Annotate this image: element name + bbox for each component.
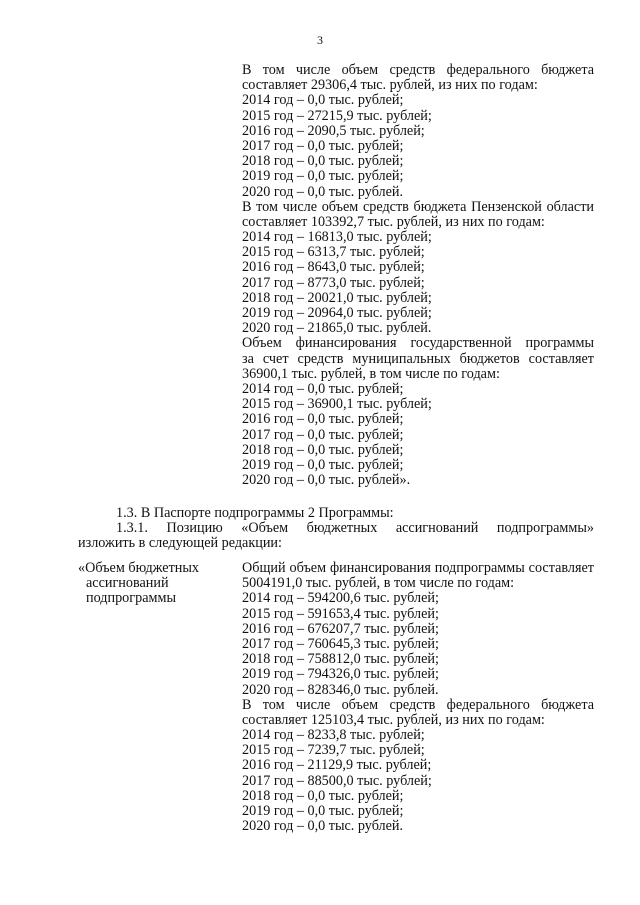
municipal-year-line: 2016 год – 0,0 тыс. рублей; — [242, 411, 404, 428]
regional-intro-line: В том числе объем средств бюджета Пензенской области — [242, 198, 594, 215]
municipal-intro-line: Объем финансирования государственной программы — [242, 335, 594, 352]
total-year-line: 2015 год – 591653,4 тыс. рублей; — [242, 605, 439, 622]
position-label-line: ассигнований — [86, 575, 169, 592]
federal-year-line: 2018 год – 0,0 тыс. рублей; — [242, 153, 404, 170]
position-label-line: подпрограммы — [86, 590, 176, 607]
section-item-line: 1.3.1. Позицию «Объем бюджетных ассигнований подпрограммы» — [116, 520, 594, 537]
total-intro-line: Общий объем финансирования подпрограммы составляет — [242, 560, 594, 576]
total-year-line: 2020 год – 828346,0 тыс. рублей. — [242, 681, 439, 698]
regional-year-line: 2019 год – 20964,0 тыс. рублей; — [242, 305, 432, 321]
funding-continuation-block — [242, 63, 594, 488]
total-intro-line: 5004191,0 тыс. рублей, в том числе по годам: — [242, 575, 515, 592]
position-label — [78, 561, 238, 607]
federal-year-line: 2019 год – 0,0 тыс. рублей; — [242, 168, 404, 185]
federal-year-line: 2015 год – 7239,7 тыс. рублей; — [242, 742, 425, 759]
section-block — [78, 506, 594, 552]
municipal-year-line: 2017 год – 0,0 тыс. рублей; — [242, 426, 404, 443]
regional-intro-line: составляет 103392,7 тыс. рублей, из них по годам: — [242, 213, 545, 230]
section-heading: 1.3. В Паспорте подпрограммы 2 Программы: — [116, 505, 394, 521]
regional-year-line: 2016 год – 8643,0 тыс. рублей; — [242, 259, 425, 276]
new-wording-block — [242, 561, 594, 834]
federal-year-line: 2017 год – 88500,0 тыс. рублей; — [242, 772, 432, 789]
federal-year-line: 2014 год – 8233,8 тыс. рублей; — [242, 727, 425, 744]
federal-year-line: 2019 год – 0,0 тыс. рублей; — [242, 803, 404, 819]
section-item-line: изложить в следующей редакции: — [78, 535, 282, 552]
municipal-year-line: 2015 год – 36900,1 тыс. рублей; — [242, 396, 432, 413]
total-year-line: 2018 год – 758812,0 тыс. рублей; — [242, 651, 439, 668]
total-year-line: 2019 год – 794326,0 тыс. рублей; — [242, 666, 439, 683]
regional-year-line: 2017 год – 8773,0 тыс. рублей; — [242, 274, 425, 291]
federal-intro-line: составляет 125103,4 тыс. рублей, из них по годам: — [242, 711, 545, 728]
federal-year-line: 2014 год – 0,0 тыс. рублей; — [242, 92, 404, 109]
federal-year-line: 2016 год – 21129,9 тыс. рублей; — [242, 757, 432, 774]
federal-year-line: 2016 год – 2090,5 тыс. рублей; — [242, 122, 425, 139]
regional-year-line: 2018 год – 20021,0 тыс. рублей; — [242, 289, 432, 306]
federal-year-line: 2017 год – 0,0 тыс. рублей; — [242, 137, 404, 154]
total-year-line: 2016 год – 676207,7 тыс. рублей; — [242, 620, 439, 637]
federal-year-line: 2020 год – 0,0 тыс. рублей. — [242, 183, 404, 200]
municipal-intro-line: за счет средств муниципальных бюджетов составляет — [242, 350, 594, 367]
federal-intro-line: В том числе объем средств федерального бюджета — [242, 62, 594, 78]
regional-year-line: 2020 год – 21865,0 тыс. рублей. — [242, 320, 432, 337]
page-number: 3 — [317, 33, 323, 47]
federal-intro-line: В том числе объем средств федерального бюджета — [242, 696, 594, 713]
regional-year-line: 2014 год – 16813,0 тыс. рублей; — [242, 229, 432, 246]
municipal-year-line: 2014 год – 0,0 тыс. рублей; — [242, 380, 404, 397]
total-year-line: 2017 год – 760645,3 тыс. рублей; — [242, 635, 439, 652]
total-year-line: 2014 год – 594200,6 тыс. рублей; — [242, 590, 439, 607]
regional-year-line: 2015 год – 6313,7 тыс. рублей; — [242, 244, 425, 261]
municipal-intro-line: 36900,1 тыс. рублей, в том числе по годам: — [242, 365, 500, 382]
municipal-year-line: 2020 год – 0,0 тыс. рублей». — [242, 472, 411, 489]
federal-year-line: 2015 год – 27215,9 тыс. рублей; — [242, 107, 432, 124]
federal-year-line: 2018 год – 0,0 тыс. рублей; — [242, 787, 404, 804]
federal-intro-line: составляет 29306,4 тыс. рублей, из них по годам: — [242, 77, 538, 94]
municipal-year-line: 2018 год – 0,0 тыс. рублей; — [242, 441, 404, 458]
position-label-line: «Объем бюджетных — [78, 560, 200, 576]
federal-year-line: 2020 год – 0,0 тыс. рублей. — [242, 818, 404, 835]
municipal-year-line: 2019 год – 0,0 тыс. рублей; — [242, 456, 404, 473]
